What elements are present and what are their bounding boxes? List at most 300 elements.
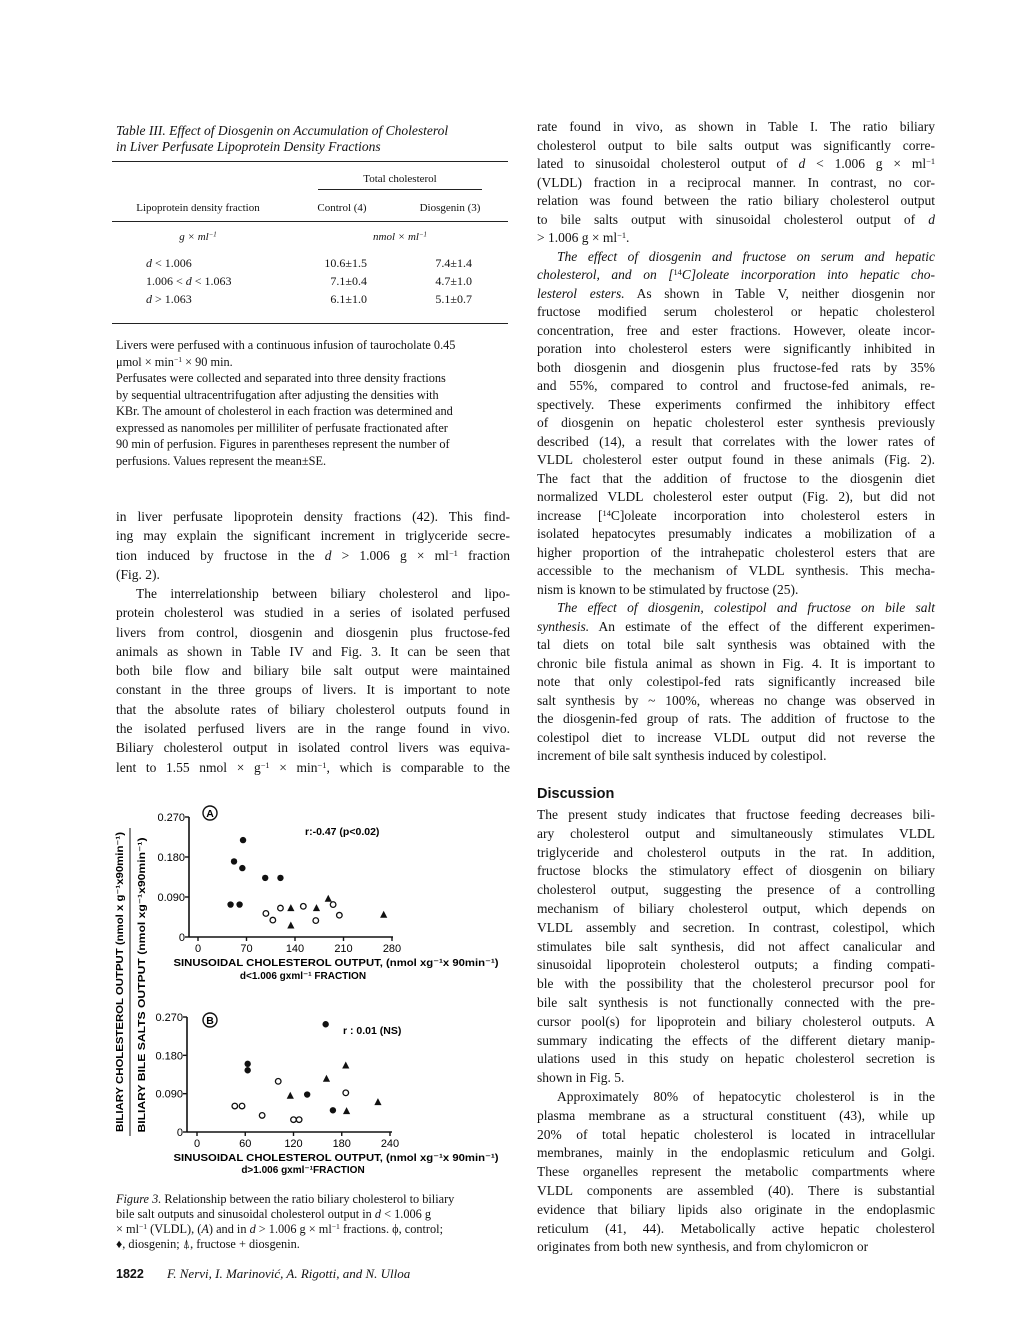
x-tick-label: 210 — [334, 943, 353, 955]
superscript: −1 — [331, 1222, 340, 1232]
text-run: constant in the three groups of livers. It is important to note — [116, 682, 510, 698]
text-line — [537, 692, 935, 711]
text-run: described (14), a result that correlates with the lower rates of — [537, 433, 935, 449]
text-line — [116, 661, 510, 680]
text-line — [537, 562, 935, 581]
table-cell-control: 7.1±0.4 — [330, 274, 367, 288]
text-run: higher proportion of the intrahepatic cholesterol esters that are — [537, 544, 935, 560]
text-line — [537, 1107, 935, 1126]
superscript: 14 — [602, 508, 611, 518]
text-line — [537, 1238, 935, 1257]
text-line — [116, 507, 510, 526]
text-line — [116, 719, 510, 738]
table-unit — [118, 230, 278, 244]
table-cell-fraction — [146, 292, 192, 306]
text-line — [116, 420, 516, 437]
data-point-control — [263, 911, 269, 917]
text-run: triglyceride and cholesterol outputs in the rat. In addition, — [537, 844, 935, 860]
page-number: 1822 — [116, 1267, 144, 1281]
text-run: bile salt synthesis is not functionally connected with the pre- — [537, 994, 935, 1010]
text-run: fractions. ϕ, control; — [339, 1222, 443, 1236]
text-run: fructose modified serum cholesterol or hepatic cholesterol — [537, 304, 935, 319]
text-run: . — [626, 230, 630, 245]
text-run: An estimate of the effect of the different experimen- — [589, 618, 935, 634]
text-run: reticulum (41, 44). Metabolically active hepatic cholesterol — [537, 1220, 935, 1236]
text-line — [537, 211, 935, 230]
text-run: ulations used in this study on hepatic cholesterol secretion is — [537, 1051, 935, 1067]
text-run: tion induced by fructose in the — [116, 547, 325, 563]
text-run: lated to sinusoidal cholesterol output of — [537, 156, 799, 171]
text-run: The present study indicates that fructose feeding decreases bili- — [537, 807, 935, 822]
table-caption — [116, 123, 448, 155]
text-run: < 1.006 g × ml — [805, 156, 927, 171]
text-run: both bile flow and biliary bile salt output were maintained — [116, 663, 510, 679]
text-run: expressed as nanomoles per milliliter of perfusate fractionated after — [116, 420, 448, 435]
text-line — [116, 1222, 516, 1237]
figure-caption — [116, 1192, 516, 1252]
text-line — [116, 453, 516, 470]
text-run: > 1.006 g × ml — [331, 547, 449, 563]
text-line — [537, 507, 935, 526]
text-line — [537, 544, 935, 563]
x-tick-label: 280 — [382, 943, 402, 955]
text-run: evidence that biliary lipids also originate in the endoplasmic — [537, 1201, 935, 1217]
x-tick-label: 180 — [332, 1138, 351, 1150]
text-run: cursor pool(s) for lipoprotein and biliary cholesterol outputs. A — [537, 1013, 935, 1029]
text-line — [537, 844, 935, 863]
text-run: Approximately 80% of hepatocytic cholesterol is in the — [557, 1089, 935, 1104]
text-run: KBr. The amount of cholesterol in each fraction was determined and — [116, 404, 453, 418]
x-tick-label: 70 — [240, 943, 253, 955]
text-line — [537, 1126, 935, 1145]
text-line — [537, 825, 935, 844]
text-run: accessible to the mechanism of VLDL synthesis. This mecha- — [537, 563, 935, 578]
text-line — [537, 322, 935, 341]
data-point-control — [270, 917, 276, 923]
data-point-fructose-diosgenin — [287, 921, 294, 928]
text-line — [537, 470, 935, 489]
text-run: × ml — [116, 1222, 139, 1236]
text-run: the diosgenin-fed group of rats. The addition of fructose to the — [537, 711, 935, 726]
table-cell-control: 10.6±1.5 — [324, 256, 367, 270]
text-run: colestipol diet to increase VLDL output did not reverse the — [537, 729, 935, 745]
italic-text: d — [249, 1222, 256, 1236]
data-point-diosgenin — [244, 1067, 250, 1073]
text-line — [537, 919, 935, 938]
text-run: increment of bile salt synthesis induced by colestipol. — [537, 748, 827, 763]
table-col-header: Diosgenin (3) — [419, 202, 481, 214]
text-line — [116, 758, 510, 777]
table-group-header: Total cholesterol — [363, 173, 437, 185]
text-run: that the absolute rates of biliary cholesterol outputs found in — [116, 701, 510, 717]
x-axis-label-fraction: d<1.006 gxml⁻¹ FRACTION — [239, 971, 367, 982]
running-footer-authors: F. Nervi, I. Marinović, A. Rigotti, and N. Ulloa — [167, 1266, 411, 1281]
text-run: isolated hepatocytes presumably indicates a mobilization of a — [537, 526, 935, 541]
text-line — [537, 118, 935, 137]
text-run: livers from control, diosgenin and diosgenin plus fructose-fed — [116, 624, 510, 640]
text-line — [116, 738, 510, 757]
unit-text: g × ml — [179, 231, 209, 243]
data-point-fructose-diosgenin — [313, 904, 320, 911]
data-point-diosgenin — [239, 865, 245, 871]
text-line — [537, 1013, 935, 1032]
data-point-fructose-diosgenin — [323, 1075, 330, 1082]
text-line — [537, 1032, 935, 1051]
text-line — [537, 266, 935, 285]
text-run: fraction — [457, 547, 510, 563]
data-point-diosgenin — [330, 1107, 336, 1113]
data-point-diosgenin — [322, 1021, 328, 1027]
text-run: sinusoidal lipoprotein cholesterol outputs; a finding compati- — [537, 957, 935, 973]
superscript: −1 — [173, 354, 183, 364]
data-point-control — [330, 902, 336, 908]
text-line — [537, 938, 935, 957]
italic-text: d — [324, 547, 332, 563]
text-run: membranes, mainly in the endoplasmic reticulum and Golgi. — [537, 1145, 935, 1161]
italic-text: cholesterol, and on [ — [537, 267, 674, 282]
x-tick-label: 0 — [193, 1138, 201, 1150]
data-point-fructose-diosgenin — [380, 911, 387, 918]
text-run: tal diets on total bile salt synthesis was obtained with the — [537, 637, 935, 652]
text-run: plasma membrane as a structural constituent (43), while up — [537, 1107, 935, 1123]
y-tick-label: 0 — [178, 932, 185, 944]
body-paragraph — [537, 806, 935, 1088]
text-line — [116, 700, 510, 719]
text-run: Biliary cholesterol output in isolated control livers was equiva- — [116, 740, 510, 756]
fraction-text: < 1.006 — [152, 256, 192, 270]
figure-3-scatter-plots — [110, 800, 510, 1180]
text-run: C]oleate incorporation into cholesterol esters in — [610, 507, 935, 523]
text-line — [537, 1050, 935, 1069]
text-run: The interrelationship between biliary cholesterol and lipo- — [136, 586, 510, 601]
text-run: stimulates bile salt synthesis, did not affect canalicular and — [537, 938, 935, 954]
text-line — [537, 1201, 935, 1220]
text-run: (VLDL) fraction in a reciprocal manner. In contrast, no cor- — [537, 174, 935, 190]
text-line — [537, 433, 935, 452]
text-line — [116, 680, 510, 699]
table-cell-fraction — [146, 256, 192, 270]
table-cell-diosgenin: 5.1±0.7 — [435, 292, 472, 306]
x-tick-label: 0 — [194, 943, 202, 955]
italic-text: The effect of diosgenin and fructose on serum and hepatic — [557, 248, 935, 264]
text-run: summary indicating the effects of the different dietary manip- — [537, 1032, 935, 1048]
data-point-diosgenin — [231, 858, 237, 864]
correlation-annotation: r : 0.01 (NS) — [343, 1025, 402, 1037]
text-run: ♦, diosgenin; ⍋, fructose + diosgenin. — [116, 1237, 300, 1251]
text-line — [116, 1237, 516, 1252]
text-line — [537, 1220, 935, 1239]
text-line — [537, 488, 935, 507]
text-line — [116, 403, 516, 420]
text-run: of diosgenin on hepatic cholesterol ester synthesis previously — [537, 415, 935, 430]
text-run: mechanism of biliary cholesterol output, which depends on — [537, 900, 935, 916]
text-line — [116, 1207, 516, 1222]
text-run: by sequential ultracentrifugation after adjusting the densities with — [116, 387, 439, 402]
italic-text: synthesis. — [537, 618, 590, 634]
table-cell-control: 6.1±1.0 — [330, 292, 367, 306]
text-line — [116, 584, 510, 603]
text-line — [537, 900, 935, 919]
text-line — [537, 359, 935, 378]
y-tick-label: 0.180 — [157, 852, 185, 864]
y-tick-label: 0.090 — [157, 892, 185, 904]
data-point-diosgenin — [227, 901, 233, 907]
text-line — [537, 806, 935, 825]
data-point-fructose-diosgenin — [287, 1092, 294, 1099]
text-line — [537, 377, 935, 396]
y-tick-label: 0.270 — [157, 812, 185, 824]
text-run: increase [ — [537, 507, 603, 523]
text-run: × min — [269, 759, 318, 775]
unit-sup: −1 — [208, 231, 217, 239]
data-point-fructose-diosgenin — [325, 895, 332, 902]
text-line — [116, 1192, 516, 1207]
text-run: chronic bile fistula animal as shown in Fig. 4. It is important to — [537, 655, 935, 671]
body-paragraph — [537, 248, 935, 600]
data-point-diosgenin — [277, 875, 283, 881]
text-line — [537, 729, 935, 748]
text-run: both diosgenin and diosgenin plus fructose-fed rats by 35% — [537, 359, 935, 375]
text-run: × 90 min. — [182, 354, 233, 369]
text-run: poration into cholesterol esters were significantly inhibited in — [537, 341, 935, 356]
table-notes — [116, 337, 516, 469]
text-line — [116, 370, 516, 387]
body-paragraph — [116, 584, 510, 777]
section-heading-discussion: Discussion — [537, 786, 615, 802]
fraction-text: d — [185, 274, 192, 288]
text-line — [537, 303, 935, 322]
text-run: protein cholesterol was studied in a series of isolated perfused — [116, 605, 510, 621]
data-point-control — [313, 918, 319, 924]
text-line — [537, 451, 935, 470]
table-group-rule — [318, 189, 482, 190]
table-col-header: Control (4) — [317, 202, 367, 214]
data-point-control — [291, 1117, 297, 1123]
table-caption-line: in Liver Perfusate Lipoprotein Density Fractions — [116, 139, 381, 154]
text-run: As shown in Table V, neither diosgenin nor — [624, 285, 935, 301]
text-line — [537, 881, 935, 900]
text-run: 90 min of perfusion. Figures in parentheses represent the number of — [116, 437, 450, 451]
superscript: −1 — [139, 1222, 148, 1232]
text-run: These organelles represent the metabolic compartments where — [537, 1164, 935, 1180]
italic-text: d — [798, 156, 806, 171]
text-run: ing may explain the significant increment in triglyceride secre- — [116, 528, 510, 544]
fraction-text: > 1.063 — [152, 292, 192, 306]
text-run: > 1.006 g × ml — [537, 230, 618, 245]
text-line — [537, 862, 935, 881]
x-tick-label: 120 — [284, 1138, 303, 1150]
text-line — [537, 155, 935, 174]
text-run: VLDL components are assembled (40). There is substantial — [537, 1182, 935, 1198]
superscript: −1 — [260, 760, 270, 770]
data-point-control — [337, 912, 343, 918]
unit-sup: −1 — [418, 231, 427, 239]
text-run: perfusions. Values represent the mean±SE. — [116, 453, 327, 468]
data-point-control — [301, 904, 307, 910]
text-line — [537, 1144, 935, 1163]
table-bottom-rule — [112, 323, 508, 324]
text-run: Perfusates were collected and separated into three density fractions — [116, 371, 446, 385]
unit-text: nmol × ml — [373, 231, 419, 243]
data-point-control — [343, 1090, 349, 1096]
x-axis-label: SINUSOIDAL CHOLESTEROL OUTPUT, (nmol xg⁻¹x 90min⁻¹) — [173, 1153, 499, 1164]
body-paragraph — [537, 599, 935, 766]
text-run: ) and in — [208, 1222, 250, 1236]
x-tick-label: 240 — [380, 1138, 400, 1150]
table-top-rule — [112, 161, 508, 162]
fraction-text: < 1.063 — [191, 274, 232, 288]
superscript: −1 — [926, 156, 936, 166]
text-line — [537, 285, 935, 304]
text-line — [116, 337, 516, 354]
text-run: (VLDL), ( — [147, 1222, 202, 1236]
fraction-text: d — [146, 292, 152, 306]
text-line — [537, 192, 935, 211]
text-run: spectively. These experiments confirmed the inhibitory effect — [537, 396, 935, 412]
x-axis-label-fraction: d>1.006 gxml⁻¹FRACTION — [241, 1165, 365, 1176]
text-line — [537, 229, 935, 248]
text-run: cholesterol output to bile salts output was significantly corre- — [537, 137, 935, 153]
data-point-fructose-diosgenin — [343, 1107, 350, 1114]
text-line — [537, 673, 935, 692]
text-run: μmol × min — [116, 354, 174, 369]
text-line — [116, 603, 510, 622]
text-line — [537, 994, 935, 1013]
text-line — [537, 599, 935, 618]
x-axis-label: SINUSOIDAL CHOLESTEROL OUTPUT, (nmol xg⁻¹x 90min⁻¹) — [173, 958, 499, 969]
text-run: to bile salts output with sinusoidal cholesterol output of — [537, 211, 929, 227]
text-line — [537, 618, 935, 637]
text-run: salt synthesis by ~ 100%, whereas no change was observed in — [537, 692, 935, 708]
data-point-diosgenin — [236, 901, 242, 907]
data-point-control — [278, 905, 284, 911]
y-axis-label-numerator: BILIARY CHOLESTEROL OUTPUT (nmol x g⁻¹x90min⁻¹) — [115, 868, 126, 1132]
text-line — [537, 1069, 935, 1088]
data-point-control — [259, 1113, 265, 1119]
data-point-diosgenin — [244, 1061, 250, 1067]
text-run: relation was found between the ratio biliary cholesterol output — [537, 193, 935, 208]
text-line — [537, 710, 935, 729]
body-paragraph — [116, 507, 510, 584]
correlation-annotation: r:-0.47 (p<0.02) — [305, 826, 380, 838]
table-cell-diosgenin: 7.4±1.4 — [435, 256, 472, 270]
y-tick-label: 0.270 — [155, 1012, 183, 1024]
text-line — [537, 340, 935, 359]
table-cell-diosgenin: 4.7±1.0 — [435, 274, 472, 288]
table-unit — [330, 230, 470, 244]
text-line — [116, 436, 516, 453]
text-run: VLDL assembly and secretion. In contrast, colestipol, which — [537, 919, 935, 935]
superscript: 14 — [673, 267, 682, 277]
text-line — [537, 975, 935, 994]
superscript: −1 — [317, 760, 327, 770]
text-run: shown in Fig. 5. — [537, 1070, 625, 1086]
body-paragraph — [537, 118, 935, 248]
superscript: −1 — [617, 230, 627, 240]
text-line — [116, 387, 516, 404]
text-line — [116, 354, 516, 371]
italic-text: A — [201, 1222, 209, 1236]
y-tick-label: 0.180 — [155, 1050, 183, 1063]
data-point-diosgenin — [240, 837, 246, 843]
y-tick-label: 0.090 — [155, 1088, 183, 1101]
text-line — [537, 581, 935, 600]
panel-label: A — [206, 808, 214, 820]
text-run: originates from both new synthesis, and from chylomicron or — [537, 1239, 869, 1255]
text-line — [537, 636, 935, 655]
text-run: the isolated perfused livers are in the range found in vivo. — [116, 721, 510, 737]
text-run: 20% of total hepatic cholesterol is located in intracellular — [537, 1126, 935, 1142]
text-run: Relationship between the ratio biliary cholesterol to biliary — [161, 1192, 455, 1206]
text-run: in liver perfusate lipoprotein density fractions (42). This find- — [116, 509, 510, 524]
body-paragraph — [537, 1088, 935, 1257]
text-line — [116, 623, 510, 642]
table-col-header: Lipoprotein density fraction — [136, 202, 260, 214]
text-run: bile salt outputs and sinusoidal cholesterol output in — [116, 1207, 375, 1221]
x-tick-label: 60 — [239, 1138, 252, 1150]
text-run: (Fig. 2). — [116, 566, 160, 582]
text-line — [537, 956, 935, 975]
text-run: ary cholesterol output and simultaneously stimulates VLDL — [537, 825, 935, 841]
text-run: ble with the possibility that the cholesterol precursor pool for — [537, 976, 935, 992]
text-line — [537, 525, 935, 544]
data-point-control — [239, 1103, 245, 1109]
text-line — [537, 396, 935, 415]
x-tick-label: 140 — [285, 943, 305, 955]
table-cell-fraction — [146, 274, 232, 288]
fraction-text: 1.006 < — [146, 274, 186, 288]
text-run: Livers were perfused with a continuous infusion of taurocholate 0.45 — [116, 338, 456, 352]
y-tick-label: 0 — [176, 1127, 183, 1139]
data-point-fructose-diosgenin — [374, 1098, 381, 1105]
table-header-rule — [112, 221, 508, 222]
text-run: < 1.006 g — [381, 1207, 432, 1221]
italic-text: d — [374, 1207, 382, 1221]
text-run: cholesterol output, suggesting the presence of a controlling — [537, 882, 935, 898]
text-line — [116, 526, 510, 545]
data-point-diosgenin — [262, 875, 268, 881]
y-axis-label-denominator: BILIARY BILE SALTS OUTPUT (nmol xg⁻¹x90min⁻¹) — [137, 889, 148, 1133]
text-run: and 55%, compared to control and fructose-fed animals, re- — [537, 378, 935, 393]
data-point-control — [275, 1079, 281, 1085]
text-run: concentration, free and ester fractions. However, oleate incor- — [537, 322, 935, 338]
text-line — [537, 174, 935, 193]
data-point-fructose-diosgenin — [342, 1062, 349, 1069]
text-run: normalized VLDL cholesterol ester output (Fig. 2), but did not — [537, 489, 935, 504]
table-caption-line: Table III. Effect of Diosgenin on Accumulation of Cholesterol — [116, 123, 449, 138]
data-point-control — [296, 1117, 302, 1123]
text-line — [116, 565, 510, 584]
text-line — [537, 747, 935, 766]
text-line — [537, 1163, 935, 1182]
italic-text: d — [928, 211, 935, 227]
text-line — [537, 248, 935, 267]
italic-text: The effect of diosgenin, colestipol and fructose on bile salt — [557, 600, 935, 615]
italic-text: C]oleate incorporation into hepatic cho- — [681, 267, 935, 282]
text-run: animals as shown in Table IV and Fig. 3. It can be seen that — [116, 643, 510, 659]
text-run: note that only colestipol-fed rats significantly increased bile — [537, 674, 935, 689]
panel-label: B — [206, 1015, 214, 1027]
data-point-diosgenin — [304, 1091, 310, 1097]
text-run: fructose blocks the stimulatory effect of diosgenin on biliary — [537, 863, 935, 879]
text-line — [537, 1182, 935, 1201]
text-line — [537, 137, 935, 156]
italic-text: lesterol esters. — [537, 285, 625, 301]
text-run: The fact that the addition of fructose to the diosgenin diet — [537, 470, 935, 486]
text-run: rate found in vivo, as shown in Table I. The ratio biliary — [537, 119, 935, 134]
italic-text: Figure 3. — [116, 1192, 162, 1206]
data-point-control — [232, 1103, 238, 1109]
